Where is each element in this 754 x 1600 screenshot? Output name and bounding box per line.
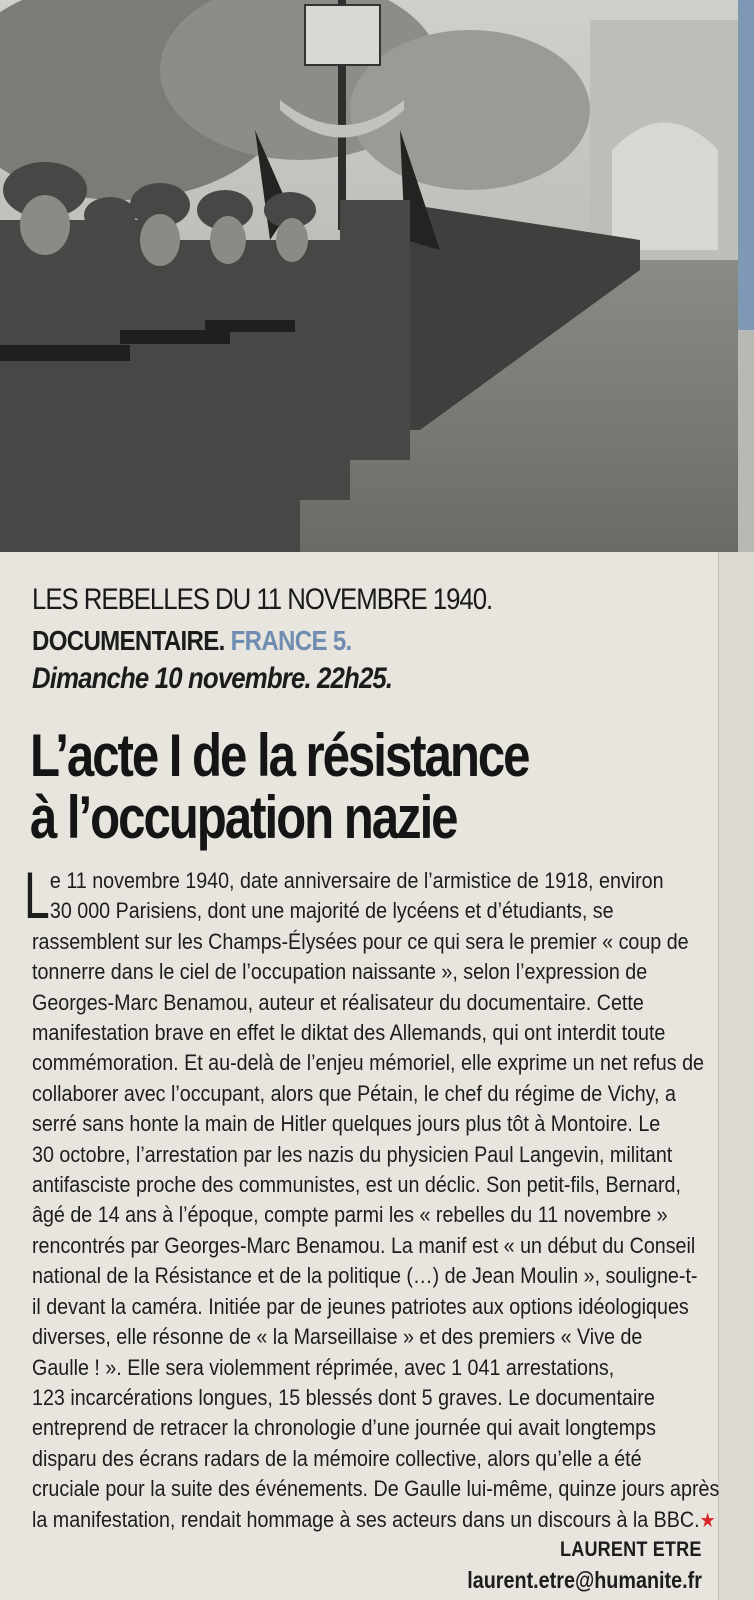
body-line: diverses, elle résonne de « la Marseillaise » et des premiers « Vive de: [32, 1324, 643, 1350]
author-email[interactable]: laurent.etre@humanite.fr: [467, 1567, 702, 1593]
body-line: manifestation brave en effet le diktat des Allemands, qui ont interdit toute: [32, 1020, 666, 1046]
body-line: national de la Résistance et de la politique (…) de Jean Moulin », souligne-t-: [32, 1263, 698, 1289]
body-line: 123 incarcérations longues, 15 blessés dont 5 graves. Le documentaire: [32, 1384, 655, 1410]
body-line: cruciale pour la suite des événements. De Gaulle lui-même, quinze jours après: [32, 1476, 720, 1502]
end-star-icon: ★: [699, 1509, 716, 1532]
body-line: collaborer avec l’occupant, alors que Pétain, le chef du régime de Vichy, a: [32, 1080, 676, 1106]
channel-label: FRANCE 5.: [230, 625, 352, 656]
broadcast-time: Dimanche 10 novembre. 22h25.: [32, 662, 393, 695]
headline: [30, 722, 529, 851]
body-line: tonnerre dans le ciel de l’occupation naissante », selon l’expression de: [32, 959, 648, 985]
program-title: LES REBELLES DU 11 NOVEMBRE 1940.: [32, 583, 493, 616]
body-line-text: la manifestation, rendait hommage à ses acteurs dans un discours à la BBC.: [32, 1506, 700, 1532]
article-photo: [0, 0, 740, 552]
body-line: Georges-Marc Benamou, auteur et réalisateur du documentaire. Cette: [32, 989, 644, 1015]
body-line: disparu des écrans radars de la mémoire collective, alors qu’elle a été: [32, 1445, 642, 1471]
body-line: rassemblent sur les Champs-Élysées pour ce qui sera le premier « coup de: [32, 928, 689, 954]
column-rule: [718, 552, 719, 1600]
body-line: âgé de 14 ans à l’époque, compte parmi les « rebelles du 11 novembre »: [32, 1202, 668, 1228]
drop-cap: L: [24, 858, 50, 932]
body-line-last: [32, 1505, 716, 1536]
body-line: commémoration. Et au-delà de l’enjeu mémoriel, elle exprime un net refus de: [32, 1050, 704, 1076]
author-name: LAURENT ETRE: [560, 1538, 702, 1561]
body-line: il devant la caméra. Initiée par de jeunes patriotes aux options idéologiques: [32, 1293, 689, 1319]
side-color-strip: [738, 0, 754, 330]
side-photo-edge: [738, 330, 754, 552]
body-line: Gaulle ! ». Elle sera violemment réprimée, avec 1 041 arrestations,: [32, 1354, 615, 1380]
genre-label: DOCUMENTAIRE.: [32, 625, 225, 656]
body-line: entreprend de retracer la chronologie d’une journée qui avait longtemps: [32, 1415, 656, 1441]
headline-line-2: à l’occupation nazie: [30, 784, 457, 851]
headline-line-1: L’acte I de la résistance: [30, 722, 529, 789]
body-line: rencontrés par Georges-Marc Benamou. La manif est « un début du Conseil: [32, 1232, 696, 1258]
body-line: 30 000 Parisiens, dont une majorité de lycéens et d’étudiants, se: [49, 898, 614, 924]
body-line: antifasciste proche des communistes, est un déclic. Son petit-fils, Bernard,: [32, 1172, 681, 1198]
program-genre-channel: [32, 625, 352, 657]
body-line: serré sans honte la main de Hitler quelques jours plus tôt à Montoire. Le: [32, 1111, 661, 1137]
body-line: 30 octobre, l’arrestation par les nazis du physicien Paul Langevin, militant: [32, 1141, 673, 1167]
body-line: e 11 novembre 1940, date anniversaire de l’armistice de 1918, environ: [49, 868, 664, 893]
soldiers-parade-image: [0, 0, 740, 552]
article-body: [32, 866, 720, 1536]
